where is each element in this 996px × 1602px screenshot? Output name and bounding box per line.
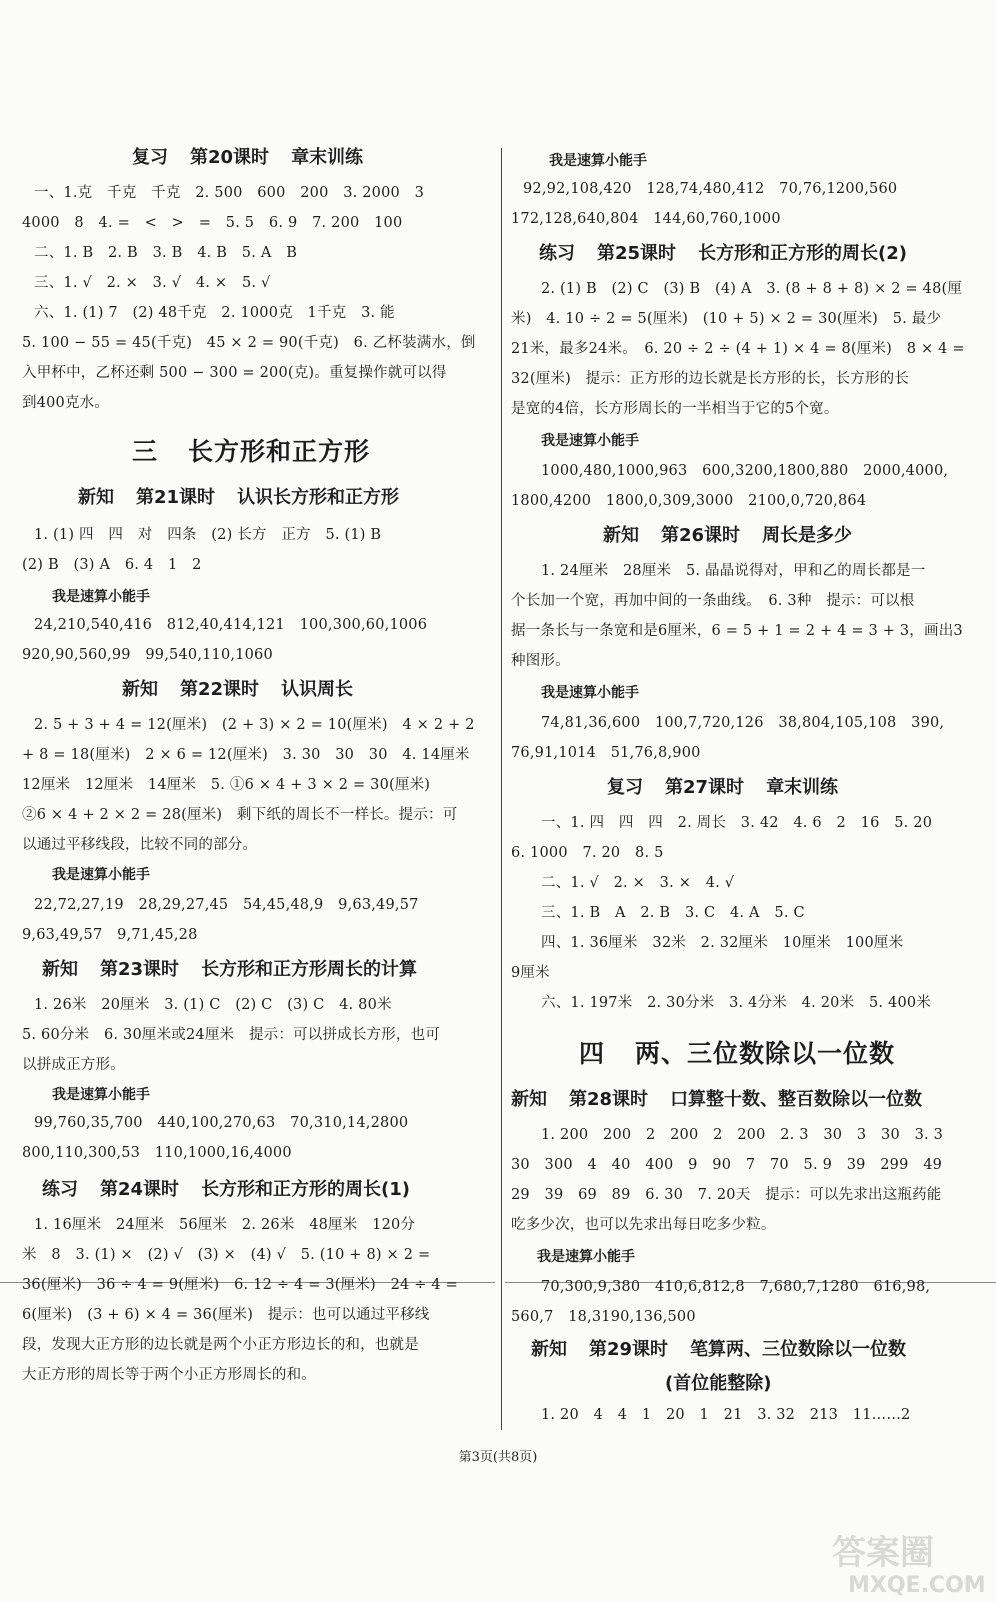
section-21-answers: 1. (1) 四 四 对 四条 (2) 长方 正方 5. (1) B (2) B (3) A 6. 4 1 2 [22,527,382,573]
section-20-heading: 复习 第20课时 章末训练 [132,147,364,168]
top-calc: 92,92,108,420 128,74,480,412 70,76,1200,560 172,128,640,804 144,60,760,1000 [511,181,898,227]
section-27-answers: 一、1. 四 四 四 2. 周长 3. 42 4. 6 2 16 5. 20 6. 1000 7. 20 8. 5 二、1. √ 2. × 3. × 4. √ 三、1. B A 2. B 3. C 4. A 5. C 四、1. 36厘米 32米 2. 32厘米 10厘米 100厘米 9厘米 六、1. 197米 2. 30分米 3. 4分米 4. 20米 5. 400米 [511,815,933,1011]
section-27-heading: 复习 第27课时 章末训练 [607,777,839,798]
speed-calc-label: 我是速算小能手 [537,1249,635,1265]
unit-3-title: 三 长方形和正方形 [132,437,371,466]
unit-4-title: 四 两、三位数除以一位数 [579,1039,896,1068]
section-22-answers: 2. 5 + 3 + 4 = 12(厘米) (2 + 3) × 2 = 10(厘米) 4 × 2 + 2 + 8 = 18(厘米) 2 × 6 = 12(厘米) 3. 30 30 30 4. 14厘米 12厘米 12厘米 14厘米 5. ①6 × 4 + 3 × 2 = 30(厘米) ②6 × 4 + 2 × 2 = 28(厘米) 剩下纸的周长不一样长。提示：可 以通过平移线段，比较不同的部分。 [22,717,475,853]
section-26-calc: 74,81,36,600 100,7,720,126 38,804,105,108 390, 76,91,1014 51,76,8,900 [511,715,945,761]
speed-calc-label: 我是速算小能手 [549,153,647,169]
section-21-heading: 新知 第21课时 认识长方形和正方形 [78,487,400,508]
section-26-answers: 1. 24厘米 28厘米 5. 晶晶说得对，甲和乙的周长都是一 个长加一个宽，再加中间的一条曲线。 6. 3种 提示：可以根 据一条长与一条宽和是6厘米，6 = 5 + 1 = 2 + 4 = 3 + 3，画出3 种图形。 [511,563,963,669]
section-23-heading: 新知 第23课时 长方形和正方形周长的计算 [42,959,418,980]
section-28-heading: 新知 第28课时 口算整十数、整百数除以一位数 [511,1089,923,1110]
section-29-heading: 新知 第29课时 笔算两、三位数除以一位数 [531,1339,907,1360]
speed-calc-label: 我是速算小能手 [52,1087,150,1103]
svg-text:MXQE.COM: MXQE.COM [848,1573,986,1598]
watermark-graphic [828,1526,988,1598]
watermark-logo [828,1526,988,1598]
speed-calc-label: 我是速算小能手 [541,685,639,701]
section-23-calc: 99,760,35,700 440,100,270,63 70,310,14,2800 800,110,300,53 110,1000,16,4000 [22,1115,409,1161]
section-29-answers: 1. 20 4 4 1 20 1 21 3. 32 213 11……2 [541,1407,911,1423]
speed-calc-label: 我是速算小能手 [541,433,639,449]
section-25-heading: 练习 第25课时 长方形和正方形的周长(2) [539,243,908,264]
section-29-subheading: (首位能整除) [665,1373,772,1394]
section-25-calc: 1000,480,1000,963 600,3200,1800,880 2000,4000, 1800,4200 1800,0,309,3000 2100,0,720,864 [511,463,949,509]
section-20-answers: 一、1.克 千克 千克 2. 500 600 200 3. 2000 3 4000 8 4. = < > = 5. 5 6. 9 7. 200 100 二、1. B 2. B 3. B 4. B 5. A B 三、1. √ 2. × 3. √ 4. × 5. √ 六、1. (1) 7 (2) 48千克 2. 1000克 1千克 3. 能 5. 100 − 55 = 45(千克) 45 × 2 = 90(千克) 6. 乙杯装满水，倒 入甲杯中，乙杯还剩 500 − 300 = 200(克)。重复操作就可以得 到400克水。 [22,185,476,411]
section-26-heading: 新知 第26课时 周长是多少 [603,525,853,546]
section-22-heading: 新知 第22课时 认识周长 [122,679,354,700]
speed-calc-label: 我是速算小能手 [52,867,150,883]
section-28-answers: 1. 200 200 2 200 2 200 2. 3 30 3 30 3. 3 30 300 4 40 400 9 90 7 70 5. 9 39 299 49 29 39 69 89 6. 30 7. 20天 提示：可以先求出这瓶药能 吃多少次，也可以先求出每日吃多少粒。 [511,1127,944,1233]
section-25-answers: 2. (1) B (2) C (3) B (4) A 3. (8 + 8 + 8) × 2 = 48(厘 米) 4. 10 ÷ 2 = 5(厘米) (10 + 5) × 2 = 30(厘米) 5. 最少 21米，最多24米。 6. 20 ÷ 2 ÷ (4 + 1) × 4 = 8(厘米) 8 × 4 = 32(厘米) 提示：正方形的边长就是长方形的长，长方形的长 是宽的4倍，长方形周长的一半相当于它的5个宽。 [511,281,965,417]
svg-text:答案圈: 答案圈 [832,1533,934,1573]
section-24-heading: 练习 第24课时 长方形和正方形的周长(1) [42,1179,411,1200]
speed-calc-label: 我是速算小能手 [52,589,150,605]
page-number: 第3页(共8页) [458,1450,538,1465]
column-divider [501,148,502,1430]
section-22-calc: 22,72,27,19 28,29,27,45 54,45,48,9 9,63,49,57 9,63,49,57 9,71,45,28 [22,897,419,943]
section-21-calc: 24,210,540,416 812,40,414,121 100,300,60,1006 920,90,560,99 99,540,110,1060 [22,617,428,663]
section-24-answers: 1. 16厘米 24厘米 56厘米 2. 26米 48厘米 120分 米 8 3. (1) × (2) √ (3) × (4) √ 5. (10 + 8) × 2 = 36(厘米) 36 ÷ 4 = 9(厘米) 6. 12 ÷ 4 = 3(厘米) 24 ÷ 4 = 6(厘米) (3 + 6) × 4 = 36(厘米) 提示：也可以通过平移线 段，发现大正方形的边长就是两个小正方形边长的和，也就是 大正方形的周长等于两个小正方形周长的和。 [22,1217,459,1383]
section-23-answers: 1. 26米 20厘米 3. (1) C (2) C (3) C 4. 80米 5. 60分米 6. 30厘米或24厘米 提示：可以拼成长方形，也可 以拼成正方形。 [22,997,441,1073]
section-28-calc: 70,300,9,380 410,6,812,8 7,680,7,1280 616,98, 560,7 18,3190,136,500 [511,1279,931,1325]
